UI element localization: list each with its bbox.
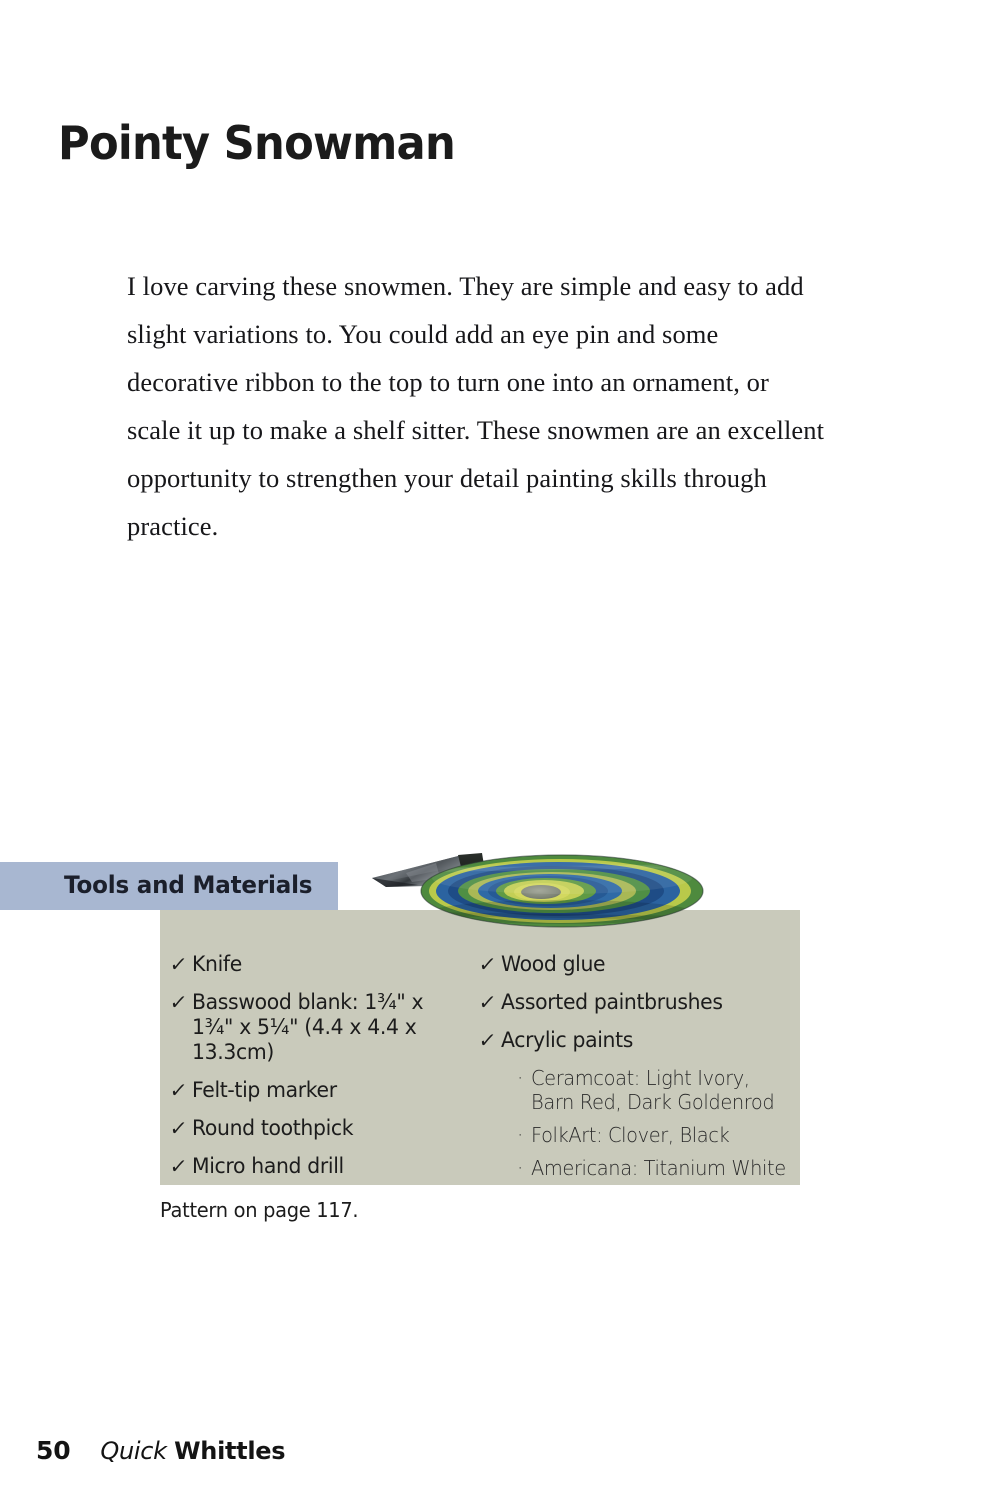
- sub-list-item: [517, 1156, 794, 1180]
- list-item-label: Basswood blank: 1¾" x 1¾" x 5¼" (4.4 x 4.4 x 13.3cm): [192, 990, 424, 1064]
- check-icon: ✓: [477, 952, 498, 976]
- list-item: [170, 990, 469, 1065]
- footer-book-title-bold: Whittles: [174, 1437, 286, 1465]
- check-icon: ✓: [477, 1028, 498, 1052]
- bullet-icon: ·: [517, 1066, 523, 1090]
- list-item-label: Assorted paintbrushes: [501, 990, 723, 1014]
- list-item-label: Wood glue: [501, 952, 606, 976]
- acrylic-paints-sublist: [517, 1066, 794, 1180]
- list-item: [170, 952, 469, 977]
- footer-book-title-italic: Quick: [100, 1437, 167, 1465]
- bullet-icon: ·: [517, 1156, 523, 1180]
- list-item-label: Felt-tip marker: [192, 1078, 337, 1102]
- check-icon: ✓: [477, 990, 498, 1014]
- check-icon: ✓: [168, 952, 189, 976]
- list-item-label: Acrylic paints: [501, 1028, 634, 1052]
- check-icon: ✓: [168, 1154, 189, 1178]
- footer-book-title: [100, 1437, 285, 1465]
- list-item: [479, 952, 794, 977]
- sub-list-item: [517, 1123, 794, 1147]
- list-item-label: Micro hand drill: [192, 1154, 344, 1178]
- list-item: [479, 1028, 794, 1053]
- list-item: [479, 990, 794, 1015]
- tools-and-materials-header-label: Tools and Materials: [64, 871, 313, 899]
- sub-list-item-label: FolkArt: Clover, Black: [531, 1123, 730, 1147]
- sub-list-item: [517, 1066, 794, 1114]
- list-item: [170, 1078, 469, 1103]
- list-item-label: Round toothpick: [192, 1116, 354, 1140]
- list-item-label: Knife: [192, 952, 242, 976]
- knife-blade-icon: [372, 855, 470, 887]
- page-footer: [36, 1436, 285, 1465]
- tools-and-materials-columns: [160, 910, 800, 1185]
- page-title: Pointy Snowman: [58, 116, 455, 170]
- tools-right-column: [475, 910, 800, 1185]
- sub-list-item-label: Ceramcoat: Light Ivory, Barn Red, Dark Goldenrod: [531, 1066, 775, 1114]
- list-item: [170, 1154, 469, 1179]
- knife-ferrule: [458, 853, 488, 890]
- intro-paragraph: I love carving these snowmen. They are simple and easy to add slight variations to. You could add an eye pin and some decorative ribbon to the top to turn one into an ornament, or scale it up to make a shelf sitter. These snowmen are an excellent opportunity to strengthen your detail painting skills through practice.: [127, 271, 825, 541]
- sub-list-item-label: Americana: Titanium White: [531, 1156, 786, 1180]
- tools-left-column: [160, 910, 475, 1185]
- bullet-icon: ·: [517, 1123, 523, 1147]
- pattern-reference-caption: Pattern on page 117.: [160, 1198, 359, 1222]
- check-icon: ✓: [168, 1116, 189, 1140]
- check-icon: ✓: [168, 1078, 189, 1102]
- check-icon: ✓: [168, 990, 189, 1014]
- footer-page-number: 50: [36, 1436, 71, 1465]
- list-item: [170, 1116, 469, 1141]
